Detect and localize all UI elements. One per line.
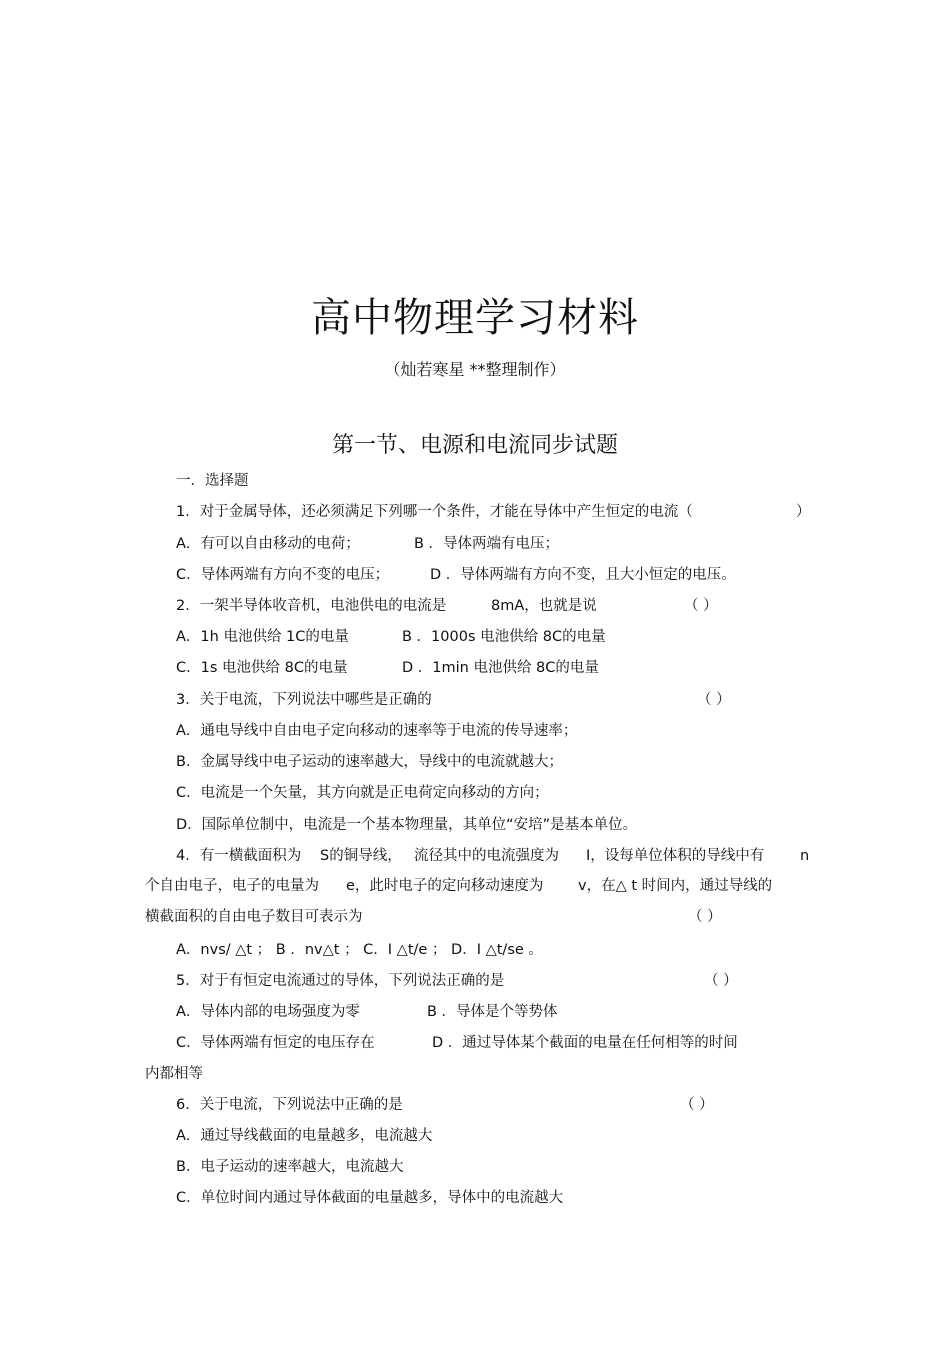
question-4-answer-paren: （ ） bbox=[688, 909, 722, 925]
question-2-answer-paren: （ ） bbox=[684, 598, 718, 614]
question-2-stem: 2．一架半导体收音机，电池供电的电流是 bbox=[176, 598, 447, 614]
question-6-option-a: A．通过导线截面的电量越多，电流越大 bbox=[176, 1128, 433, 1144]
question-2-option-c: C．1s 电池供给 8C的电量 bbox=[176, 660, 348, 676]
question-6-stem: 6．关于电流，下列说法中正确的是 bbox=[176, 1097, 403, 1113]
question-1-option-a: A．有可以自由移动的电荷； bbox=[176, 536, 360, 552]
question-1-option-b: B ．导体两端有电压； bbox=[414, 536, 560, 552]
question-1-stem: 1．对于金属导体，还必须满足下列哪一个条件，才能在导体中产生恒定的电流（ bbox=[176, 504, 693, 520]
question-6-answer-paren: （ ） bbox=[680, 1097, 714, 1113]
question-4-line3: 横截面积的自由电子数目可表示为 bbox=[145, 909, 363, 925]
question-5-option-b: B ．导体是个等势体 bbox=[427, 1004, 558, 1020]
question-6-option-b: B．电子运动的速率越大，电流越大 bbox=[176, 1159, 404, 1175]
question-5-option-a: A．导体内部的电场强度为零 bbox=[176, 1004, 360, 1020]
section-title: 第一节、电源和电流同步试题 bbox=[331, 433, 618, 458]
question-5-option-d: D ．通过导体某个截面的电量在任何相等的时间 bbox=[432, 1035, 738, 1051]
document-subtitle: （灿若寒星 **整理制作） bbox=[384, 360, 566, 379]
question-3-stem: 3．关于电流，下列说法中哪些是正确的 bbox=[176, 692, 432, 708]
question-1-option-c: C．导体两端有方向不变的电压； bbox=[176, 567, 390, 583]
question-4-line1-b: S的铜导线， bbox=[320, 848, 402, 864]
question-3-option-c: C．电流是一个矢量，其方向就是正电荷定向移动的方向； bbox=[176, 785, 549, 801]
question-6-option-c: C．单位时间内通过导体截面的电量越多，导体中的电流越大 bbox=[176, 1190, 564, 1206]
question-5-option-c: C．导体两端有恒定的电压存在 bbox=[176, 1035, 375, 1051]
question-3-option-a: A．通电导线中自由电子定向移动的速率等于电流的传导速率； bbox=[176, 723, 578, 739]
question-4-line2-a: 个自由电子，电子的电量为 bbox=[145, 878, 319, 894]
question-3-answer-paren: （ ） bbox=[697, 692, 731, 708]
question-1-paren-close: ） bbox=[796, 504, 811, 520]
question-2-option-b: B ．1000s 电池供给 8C的电量 bbox=[402, 629, 606, 645]
question-2-option-d: D ．1min 电池供给 8C的电量 bbox=[402, 660, 599, 676]
question-3-option-d: D．国际单位制中，电流是一个基本物理量，其单位“安培”是基本单位。 bbox=[176, 817, 638, 833]
question-5-option-d-cont: 内都相等 bbox=[145, 1066, 203, 1082]
question-4-options: A．nvs/ △t ； B ．nv△t ； C．I △t/e ； D．I △t/se 。 bbox=[176, 942, 543, 958]
question-5-answer-paren: （ ） bbox=[704, 973, 738, 989]
part-heading: 一．选择题 bbox=[176, 473, 249, 489]
question-2-stem-value: 8mA，也就是说 bbox=[491, 598, 597, 614]
question-1-option-d: D ．导体两端有方向不变，且大小恒定的电压。 bbox=[430, 567, 736, 583]
question-4-line1-e: n bbox=[800, 848, 810, 864]
question-4-line1-c: 流径其中的电流强度为 bbox=[414, 848, 559, 864]
question-4-line1-a: 4．有一横截面积为 bbox=[176, 848, 302, 864]
question-5-stem: 5．对于有恒定电流通过的导体，下列说法正确的是 bbox=[176, 973, 505, 989]
document-title: 高中物理学习材料 bbox=[311, 295, 639, 341]
question-3-option-b: B．金属导线中电子运动的速率越大，导线中的电流就越大； bbox=[176, 754, 563, 770]
question-4-line2-c: v，在△ t 时间内，通过导线的 bbox=[578, 878, 773, 894]
question-4-line1-d: I，设每单位体积的导线中有 bbox=[586, 848, 765, 864]
question-4-line2-b: e，此时电子的定向移动速度为 bbox=[346, 878, 544, 894]
question-2-option-a: A．1h 电池供给 1C的电量 bbox=[176, 629, 349, 645]
